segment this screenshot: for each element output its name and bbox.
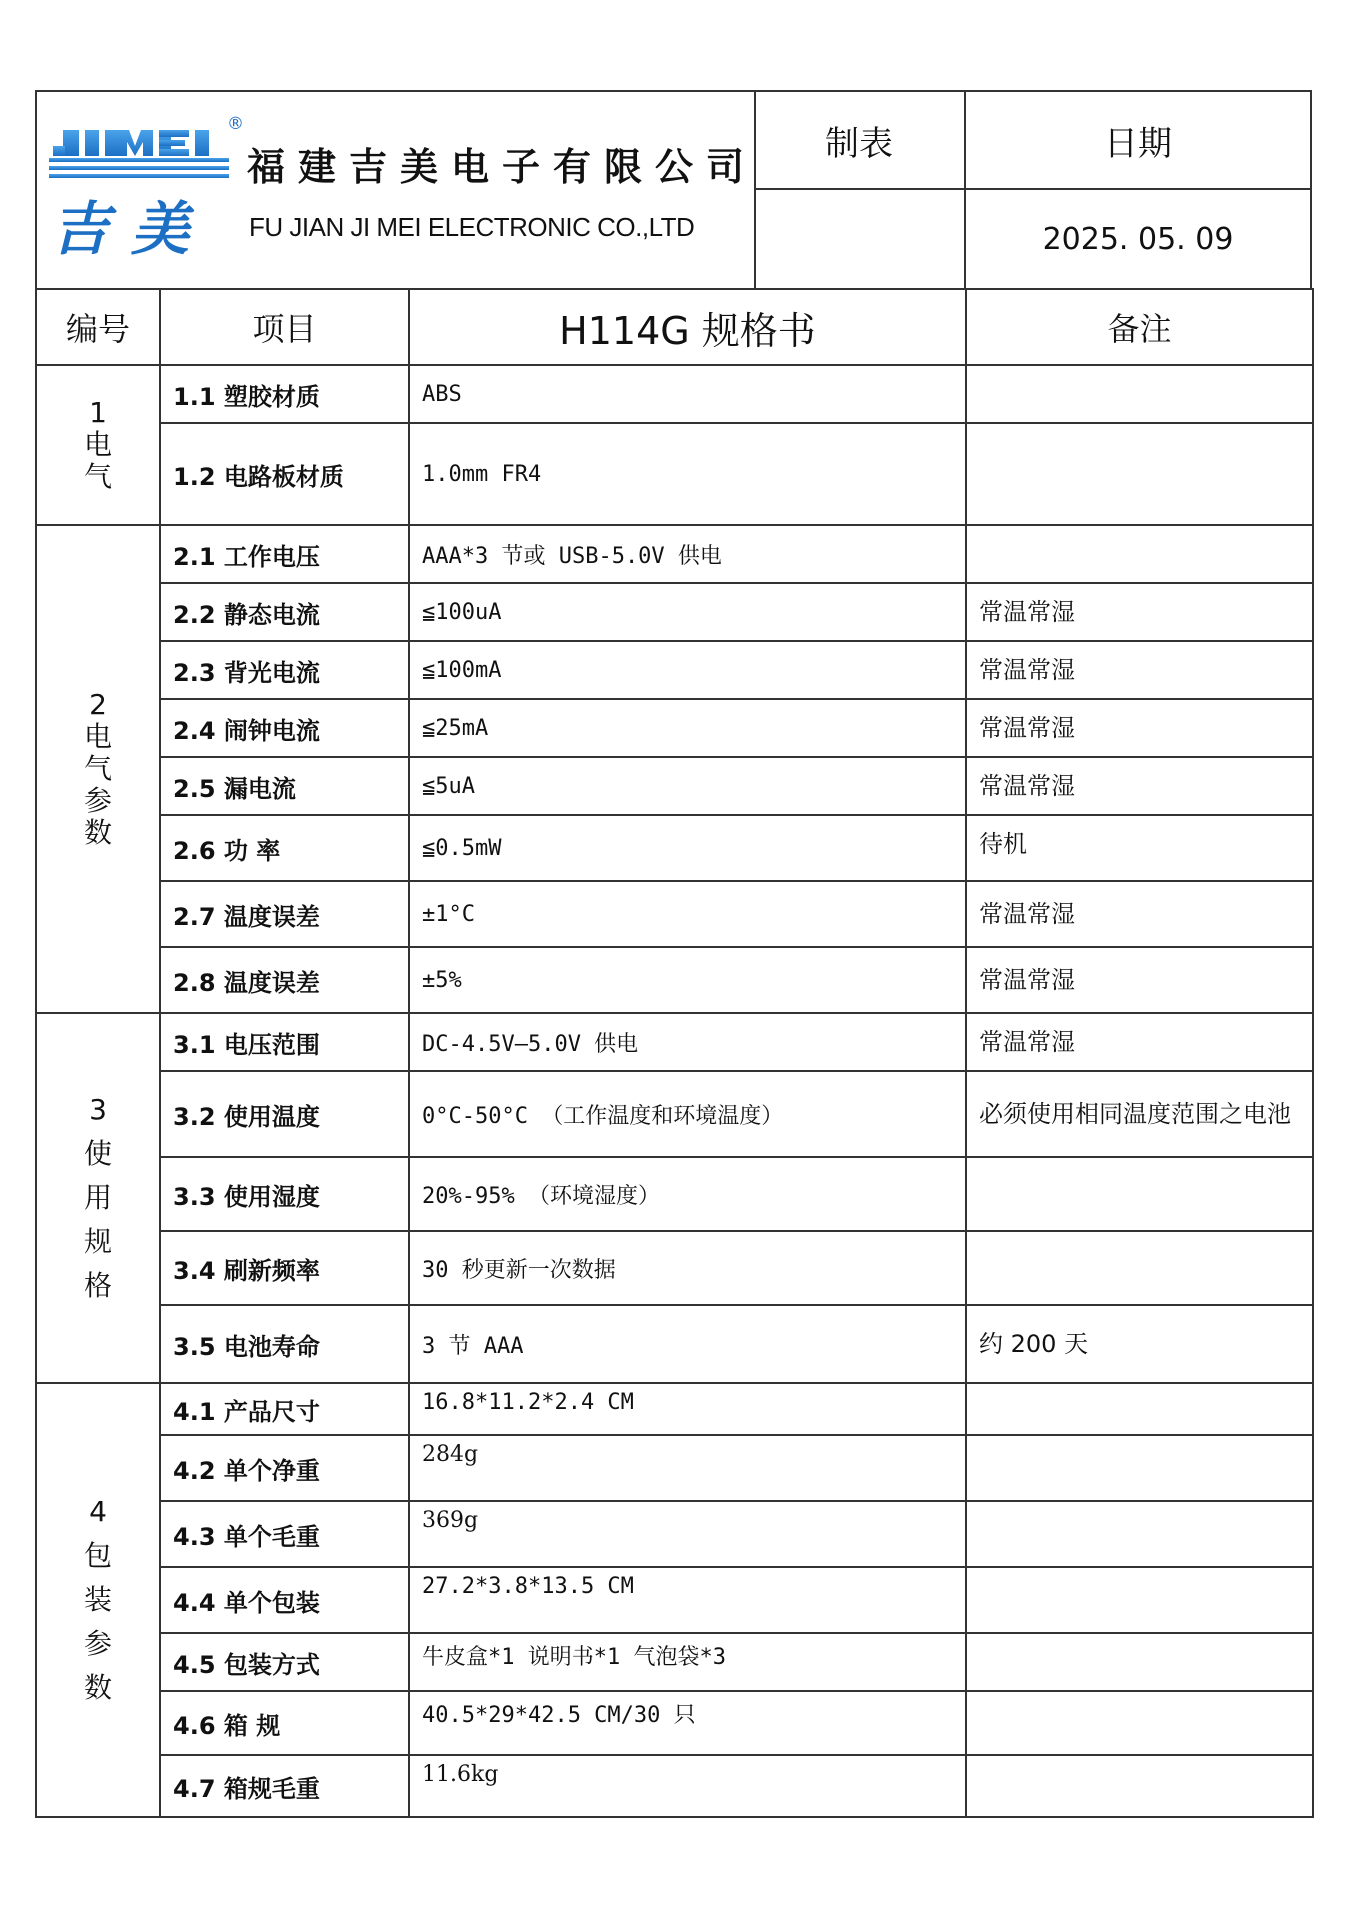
spec-item-note: 常温常湿 (966, 699, 1313, 757)
spec-item-value: AAA*3 节或 USB-5.0V 供电 (409, 525, 966, 583)
company-logo-area (37, 92, 756, 288)
spec-item-note: 常温常湿 (966, 947, 1313, 1013)
spec-item-name: 4.5 包装方式 (160, 1633, 409, 1691)
jimei-logo-icon (49, 120, 229, 182)
section-label-char: 格 (83, 1269, 112, 1303)
table-row (36, 365, 1313, 423)
column-header-number: 编号 (36, 289, 160, 365)
spec-item-name: 2.3 背光电流 (160, 641, 409, 699)
table-row (36, 1755, 1313, 1817)
section-label-char: 包 (83, 1538, 112, 1572)
table-row (36, 1435, 1313, 1501)
table-row (36, 1633, 1313, 1691)
table-row (36, 1501, 1313, 1567)
spec-item-name: 2.7 温度误差 (160, 881, 409, 947)
jimei-logo (49, 114, 244, 263)
section-label-char: 参 (83, 1627, 112, 1661)
spec-item-value: 3 节 AAA (409, 1305, 966, 1383)
column-header-note: 备注 (966, 289, 1313, 365)
spec-item-value: 40.5*29*42.5 CM/30 只 (409, 1691, 966, 1755)
spec-item-note (966, 1691, 1313, 1755)
section-label-char: 数 (83, 816, 112, 850)
table-row (36, 423, 1313, 525)
section-label-char: 数 (83, 1671, 112, 1705)
table-row (36, 1071, 1313, 1157)
spec-item-note (966, 1755, 1313, 1817)
spec-item-note: 常温常湿 (966, 1013, 1313, 1071)
table-row (36, 1691, 1313, 1755)
table-row (36, 525, 1313, 583)
spec-item-note (966, 1435, 1313, 1501)
section-label-char: 1 (89, 395, 107, 429)
section-label-char: 电 (83, 719, 112, 753)
spec-item-name: 3.1 电压范围 (160, 1013, 409, 1071)
spec-item-name: 3.5 电池寿命 (160, 1305, 409, 1383)
spec-item-note: 常温常湿 (966, 583, 1313, 641)
spec-item-name: 4.3 单个毛重 (160, 1501, 409, 1567)
company-name-chinese: 福建吉美电子有限公司 (247, 145, 758, 189)
spec-item-note (966, 525, 1313, 583)
spec-item-value: ≦25mA (409, 699, 966, 757)
spec-item-name: 2.5 漏电流 (160, 757, 409, 815)
spec-table (35, 288, 1314, 1818)
document-header (35, 90, 1312, 290)
spec-item-name: 2.8 温度误差 (160, 947, 409, 1013)
spec-item-name: 1.2 电路板材质 (160, 423, 409, 525)
table-row (36, 1157, 1313, 1231)
spec-item-value: 27.2*3.8*13.5 CM (409, 1567, 966, 1633)
section-label-char: 2 (89, 687, 107, 721)
spec-item-value: 0°C-50°C （工作温度和环境温度） (409, 1071, 966, 1157)
spec-item-value: 1.0mm FR4 (409, 423, 966, 525)
spec-item-value: ±5% (409, 947, 966, 1013)
spec-item-name: 4.2 单个净重 (160, 1435, 409, 1501)
spec-item-name: 4.1 产品尺寸 (160, 1383, 409, 1435)
table-row (36, 699, 1313, 757)
spec-item-note (966, 1383, 1313, 1435)
spec-item-name: 1.1 塑胶材质 (160, 365, 409, 423)
table-row (36, 881, 1313, 947)
date-label: 日期 (966, 92, 1310, 190)
column-header-item: 项目 (160, 289, 409, 365)
table-row (36, 947, 1313, 1013)
spec-item-note (966, 1501, 1313, 1567)
section-label (36, 365, 160, 525)
spec-item-value: ±1°C (409, 881, 966, 947)
section-label-char: 规 (83, 1225, 112, 1259)
table-row (36, 583, 1313, 641)
spec-item-value: ≦5uA (409, 757, 966, 815)
spec-item-note (966, 423, 1313, 525)
spec-item-note (966, 1231, 1313, 1305)
section-label-char: 参 (83, 784, 112, 818)
logo-chinese-text: 吉美 (51, 195, 212, 263)
section-label-char: 用 (83, 1180, 112, 1214)
spec-item-value: ≦100mA (409, 641, 966, 699)
table-row (36, 1567, 1313, 1633)
spec-item-note (966, 1157, 1313, 1231)
table-row (36, 815, 1313, 881)
spec-item-note: 常温常湿 (966, 881, 1313, 947)
company-name-english: FU JIAN JI MEI ELECTRONIC CO.,LTD (249, 212, 695, 242)
section-label (36, 1013, 160, 1383)
table-row (36, 1383, 1313, 1435)
spec-item-note (966, 365, 1313, 423)
spec-item-name: 3.2 使用温度 (160, 1071, 409, 1157)
date-value: 2025. 05. 09 (1042, 221, 1234, 257)
table-row (36, 757, 1313, 815)
table-row (36, 1013, 1313, 1071)
spec-item-value: ≦100uA (409, 583, 966, 641)
spec-item-note: 待机 (966, 815, 1313, 881)
spec-item-name: 4.6 箱 规 (160, 1691, 409, 1755)
section-label-char: 4 (89, 1494, 107, 1528)
spec-item-name: 2.4 闹钟电流 (160, 699, 409, 757)
section-label-char: 3 (89, 1092, 107, 1126)
spec-item-value: ≦0.5mW (409, 815, 966, 881)
spec-item-note: 约 200 天 (966, 1305, 1313, 1383)
table-row (36, 1305, 1313, 1383)
spec-item-value: 284g (409, 1435, 966, 1501)
section-label-char: 气 (83, 751, 112, 785)
registered-mark: ® (227, 114, 244, 134)
spec-item-value: 30 秒更新一次数据 (409, 1231, 966, 1305)
spec-item-note: 常温常湿 (966, 641, 1313, 699)
spec-item-note: 必须使用相同温度范围之电池 (966, 1071, 1313, 1157)
spec-item-name: 3.3 使用湿度 (160, 1157, 409, 1231)
section-label-char: 使 (83, 1136, 112, 1170)
spec-table-body (36, 365, 1313, 1817)
spec-item-name: 2.1 工作电压 (160, 525, 409, 583)
table-header-row (36, 289, 1313, 365)
document-title: H114G 规格书 (409, 289, 966, 365)
table-row (36, 1231, 1313, 1305)
spec-item-name: 4.4 单个包装 (160, 1567, 409, 1633)
table-row (36, 641, 1313, 699)
section-label-char: 电 (83, 427, 112, 461)
spec-item-value: 牛皮盒*1 说明书*1 气泡袋*3 (409, 1633, 966, 1691)
spec-item-value: 369g (409, 1501, 966, 1567)
spec-item-name: 2.2 静态电流 (160, 583, 409, 641)
made-by-label: 制表 (754, 92, 966, 190)
spec-item-value: ABS (409, 365, 966, 423)
spec-item-value: 20%-95% （环境湿度） (409, 1157, 966, 1231)
section-label (36, 1383, 160, 1817)
spec-item-value: DC-4.5V—5.0V 供电 (409, 1013, 966, 1071)
spec-item-note (966, 1567, 1313, 1633)
spec-item-value: 16.8*11.2*2.4 CM (409, 1383, 966, 1435)
spec-item-note (966, 1633, 1313, 1691)
spec-item-name: 2.6 功 率 (160, 815, 409, 881)
spec-item-note: 常温常湿 (966, 757, 1313, 815)
section-label-char: 装 (83, 1582, 112, 1616)
spec-item-value: 11.6kg (409, 1755, 966, 1817)
section-label-char: 气 (83, 460, 112, 494)
spec-item-name: 4.7 箱规毛重 (160, 1755, 409, 1817)
section-label (36, 525, 160, 1013)
spec-item-name: 3.4 刷新频率 (160, 1231, 409, 1305)
made-by-value (754, 190, 966, 288)
